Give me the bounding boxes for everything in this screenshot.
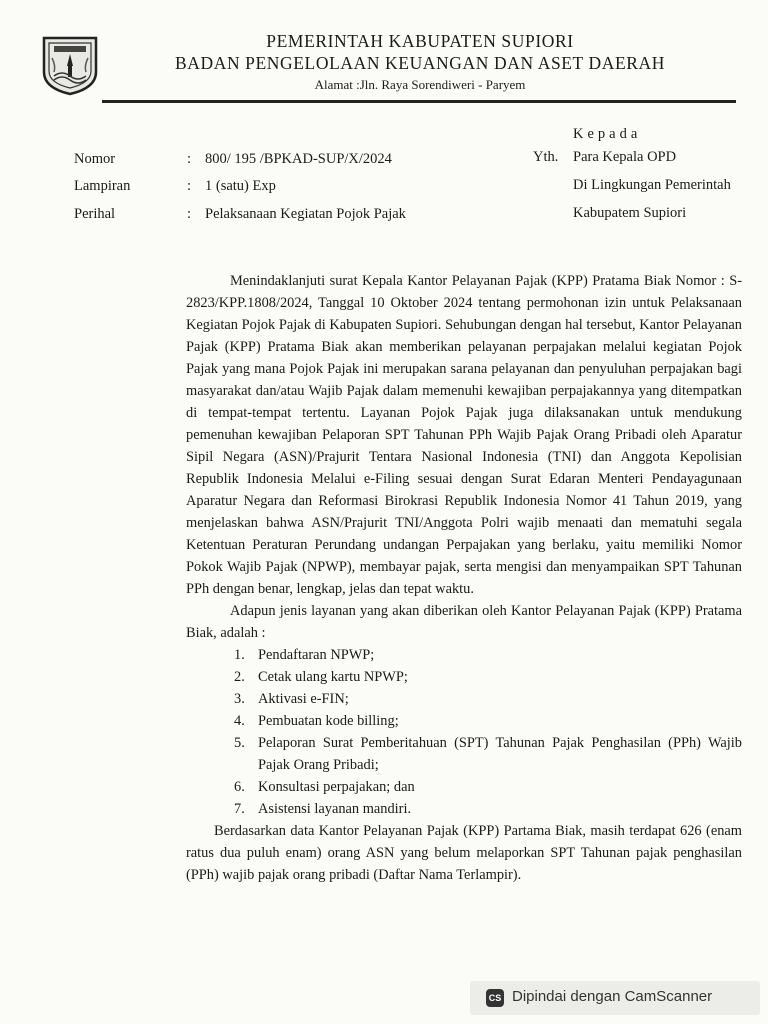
recipient-line: Kabupatem Supiori xyxy=(573,205,687,221)
list-text: Pelaporan Surat Pemberitahuan (SPT) Tahunan Pajak Penghasilan (PPh) Wajib Pajak Orang Pribadi; xyxy=(258,735,742,773)
list-number: 6. xyxy=(234,779,245,795)
list-number: 7. xyxy=(234,801,245,817)
recipient-line: Para Kepala OPD xyxy=(573,149,677,165)
list-item xyxy=(234,776,742,798)
camscanner-watermark xyxy=(470,981,760,1015)
meta-label: Nomor xyxy=(74,151,116,167)
meta-colon: : xyxy=(187,151,192,167)
meta-value: 1 (satu) Exp xyxy=(205,178,276,194)
meta-colon: : xyxy=(187,178,192,194)
meta-label: Perihal xyxy=(74,206,116,222)
list-item xyxy=(234,732,742,776)
regency-emblem-icon xyxy=(38,32,102,96)
list-text: Asistensi layanan mandiri. xyxy=(258,801,412,817)
list-number: 2. xyxy=(234,669,245,685)
camscanner-logo-icon: CS xyxy=(486,989,504,1007)
list-item xyxy=(234,798,742,820)
recipient-line: Di Lingkungan Pemerintah xyxy=(573,177,731,193)
letterhead-agency: BADAN PENGELOLAAN KEUANGAN DAN ASET DAERAH xyxy=(174,53,666,73)
list-item xyxy=(234,688,742,710)
letter-body xyxy=(186,270,742,886)
list-item xyxy=(234,710,742,732)
list-text: Pendaftaran NPWP; xyxy=(258,647,375,663)
list-item xyxy=(234,666,742,688)
list-text: Cetak ulang kartu NPWP; xyxy=(258,669,408,685)
list-text: Konsultasi perpajakan; dan xyxy=(258,779,415,795)
list-number: 4. xyxy=(234,713,245,729)
list-number: 5. xyxy=(234,735,245,751)
letterhead xyxy=(100,30,740,94)
recipient-heading: Kepada xyxy=(573,126,642,142)
list-number: 3. xyxy=(234,691,245,707)
body-paragraph: Menindaklanjuti surat Kepala Kantor Pelayanan Pajak (KPP) Pratama Biak Nomor : S-2823/KPP.1808/2024, Tanggal 10 Oktober 2024 tentang permohonan izin untuk Pelaksanaan Kegiatan Pojok Pajak di Kabupaten Supiori. Sehubungan dengan hal tersebut, Kantor Pelayanan Pajak (KPP) Pratama Biak akan memberikan pelayanan perpajakan melalui kegiatan Pojok Pajak yang mana Pojok Pajak ini merupakan sarana pelayanan dan penyuluhan perpajakan bagi masyarakat dan/atau Wajib Pajak dalam memenuhi kewajiban perpajakannya yang ditempatkan di tempat-tempat tertentu. Layanan Pojok Pajak juga dilaksanakan untuk mendukung pemenuhan kewajiban Pelaporan SPT Tahunan PPh Wajib Pajak Orang Pribadi oleh Aparatur Sipil Negara (ASN)/Prajurit Tentara Nasional Indonesia (TNI) dan Anggota Kepolisian Republik Indonesia Melalui e-Filing sesuai dengan Surat Edaran Menteri Pendayagunaan Aparatur Negara dan Reformasi Birokrasi Republik Indonesia Nomor 41 Tahun 2019, yang menjelaskan bahwa ASN/Prajurit TNI/Anggota Polri wajib menaati dan mematuhi segala Ketentuan Peraturan Perundang undangan Perpajakan yang berlaku, yaitu memiliki Nomor Pokok Wajib Pajak (NPWP), membayar pajak, serta mengisi dan menyampaikan SPT Tahunan PPh dengan benar, lengkap, jelas dan tepat waktu. xyxy=(186,273,742,597)
list-text: Pembuatan kode billing; xyxy=(258,713,399,729)
meta-colon: : xyxy=(187,206,192,222)
letterhead-government: PEMERINTAH KABUPATEN SUPIORI xyxy=(266,31,574,51)
list-text: Aktivasi e-FIN; xyxy=(258,691,349,707)
service-list xyxy=(186,644,742,820)
meta-value: 800/ 195 /BPKAD-SUP/X/2024 xyxy=(205,151,392,167)
body-paragraph: Berdasarkan data Kantor Pelayanan Pajak (KPP) Partama Biak, masih terdapat 626 (enam ratus dua puluh enam) orang ASN yang belum melaporkan SPT Tahunan pajak penghasilan (PPh) wajib pajak orang pribadi (Daftar Nama Terlampir). xyxy=(186,823,742,883)
letterhead-address: Alamat :Jln. Raya Sorendiweri - Paryem xyxy=(314,77,526,92)
meta-label: Lampiran xyxy=(74,178,131,194)
list-number: 1. xyxy=(234,647,245,663)
camscanner-label: Dipindai dengan CamScanner xyxy=(512,988,713,1005)
body-paragraph: Adapun jenis layanan yang akan diberikan oleh Kantor Pelayanan Pajak (KPP) Pratama Biak, adalah : xyxy=(186,603,742,641)
meta-value: Pelaksanaan Kegiatan Pojok Pajak xyxy=(205,206,406,222)
recipient-salutation: Yth. xyxy=(533,149,559,165)
letterhead-divider xyxy=(102,100,736,103)
list-item xyxy=(234,644,742,666)
